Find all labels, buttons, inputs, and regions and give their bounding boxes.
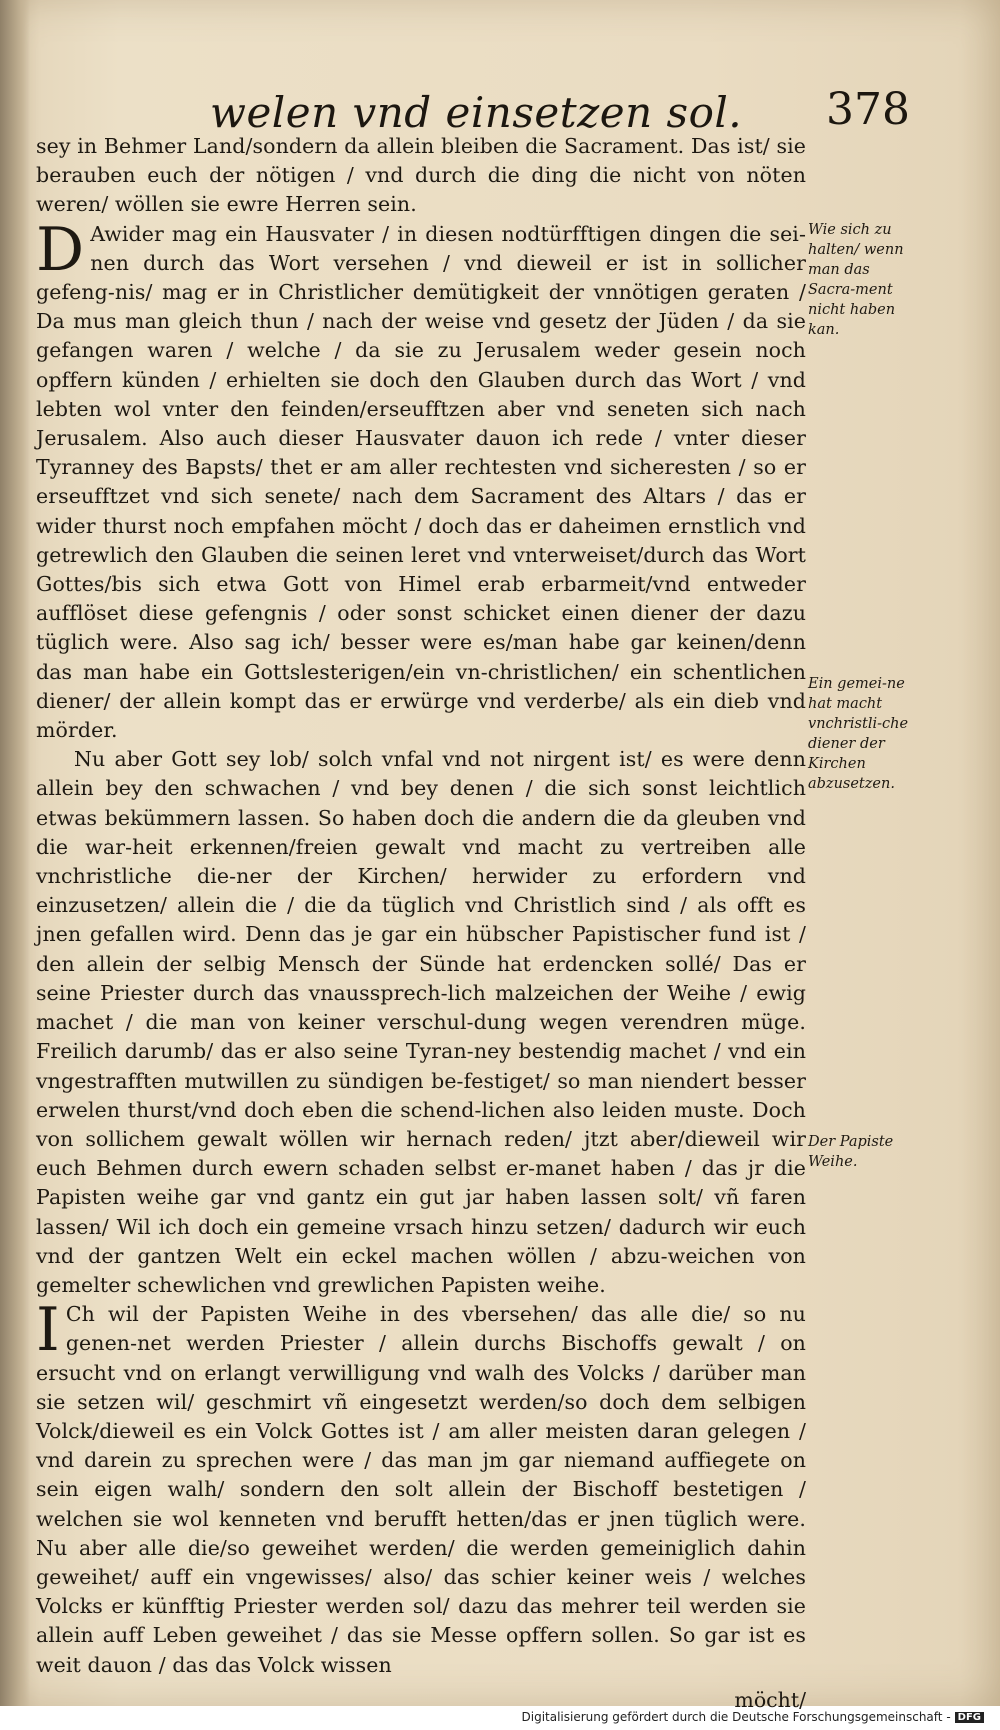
digitization-credit — [522, 1710, 985, 1724]
dropcap-d: D — [36, 214, 85, 285]
marginal-note-2-text: Ein gemei-ne hat macht vnchristli-che diener der Kirchen abzusetzen. — [808, 676, 909, 792]
paragraph-2-text: Awider mag ein Hausvater / in diesen nodtürfftigen dingen die sei-nen durch das Wort versehen / vnd dieweil er ist in sollicher gefeng-nis/ mag er in Christlicher demütigkeit der vnnötigen geraten / Da mus man gleich thun / nach der weise vnd gesetz der Jüden / da sie gefangen waren / welche / da sie zu Jerusalem weder gesein noch opffern künden / erhielten sie doch den Glauben durch das Wort / vnd lebten wol vnter den feinden/erseufftzen aber vnd seneten sich nach Jerusalem. Also auch dieser Hausvater dauon ich rede / vnter dieser Tyranney des Bapsts/ thet er am aller rechtesten vnd sicheresten / so er erseufftzet vnd sich senete/ nach dem Sacrament des Altars / das er wider thurst noch empfahen möcht / doch das er daheimen ernstlich vnd getrewlich den Glauben die seinen leret vnd vnterweiset/durch das Wort Gottes/bis sich etwa Gott von Himel erab erbarmeit/vnd entweder aufflöset diese gefengnis / oder sonst schicket einen diener der dazu tüglich were. Also sag ich/ besser were es/man habe gar keinen/denn das man habe ein Gottslesterigen/ein vn-christlichen/ ein schentlichen diener/ der allein kompt das er erwürge vnd verderbe/ als ein dieb vnd mörder. — [36, 221, 806, 743]
marginal-note-3 — [808, 1132, 912, 1172]
paragraph-2 — [36, 214, 806, 746]
paragraph-1 — [36, 132, 806, 220]
paragraph-4 — [36, 1295, 806, 1680]
adjacent-page-bleed — [2, 600, 28, 1300]
page-header — [210, 78, 910, 138]
marginal-note-1 — [808, 220, 912, 340]
running-title: welen vnd einsetzen sol. — [210, 88, 743, 137]
paragraph-4-text: Ch wil der Papisten Weihe in des vbersehen/ das alle die/ so nu genen-net werden Priester / allein durchs Bischoffs gewalt / on ersucht vnd on erlangt verwilligung vnd walh des Volcks / darüber man sie setzen wil/ geschmirt vñ eingesetzt werden/so doch dem selbigen Volck/dieweil es ein Volck Gottes ist / am aller meisten daran gelegen / vnd darein zu sprechen were / das man jm gar niemand auffiegete on sein eigen walh/ sondern den solt allein der Bischoff bestetigen / welchen sie wol kenneten vnd berufft hetten/das er jnen tüglich were. Nu aber alle die/so geweihet werden/ die werden gemeiniglich dahin geweihet/ auff ein vngewisses/ also/ das schier keiner weis / welches Volcks er künfftig Priester werden sol/ dazu das mehrer teil werden sie allein auff Leben geweihet / das sie Messe opffern sollen. So gar ist es weit dauon / das das Volck wissen — [36, 1302, 806, 1677]
dropcap-i: I — [36, 1295, 60, 1366]
paragraph-3 — [36, 745, 806, 1300]
catchword: möcht/ — [734, 1687, 806, 1712]
marginal-note-3-text: Der Papiste Weihe. — [808, 1134, 894, 1170]
page-number: 378 — [826, 84, 910, 135]
dfg-logo: DFG — [955, 1712, 984, 1723]
marginal-note-1-text: Wie sich zu halten/ wenn man das Sacra-ment nicht haben kan. — [808, 222, 904, 338]
paragraph-1-text: sey in Behmer Land/sondern da allein bleiben die Sacrament. Das ist/ sie berauben euch der nötigen / vnd durch die ding die nicht von nöten weren/ wöllen sie ewre Herren sein. — [36, 134, 806, 217]
marginal-note-2 — [808, 674, 912, 794]
credit-text: Digitalisierung gefördert durch die Deutsche Forschungsgemeinschaft - — [521, 1710, 951, 1724]
paragraph-3-text: Nu aber Gott sey lob/ solch vnfal vnd not nirgent ist/ es were denn allein bey den schwachen / vnd bey denen / die sich sonst leichtlich etwas bekümmern lassen. So haben doch die andern die da gleuben vnd die war-heit erkennen/freien gewalt vnd macht zu vertreiben alle vnchristliche die-ner der Kirchen/ herwider zu erfordern vnd einzusetzen/ allein die / die da tüglich vnd Christlich sind / als offt es jnen gefallen wird. Denn das je gar ein hübscher Papistischer fund ist / den allein der selbig Mensch der Sünde hat erdencken sollé/ Das er seine Priester durch das vnaussprech-lich malzeichen der Weihe / ewig machet / die man von keiner verschul-dung wegen verendren müge. Freilich darumb/ das er also seine Tyran-ney bestendig machet / vnd ein vngestrafften mutwillen zu sündigen be-festiget/ so man niendert besser erwelen thurst/vnd doch eben die schend-lichen also leiden muste. Doch von sollichem gewalt wöllen wir hernach reden/ jtzt aber/dieweil wir euch Behmen durch ewern schaden selbst er-manet haben / das jr die Papisten weihe gar vnd gantz ein gut jar haben lassen solt/ vñ faren lassen/ Wil ich doch ein gemeine vrsach hinzu setzen/ dadurch wir euch vnd der gantzen Welt ein eckel machen wöllen / abzu-weichen von gemelter schewlichen vnd grewlichen Papisten weihe. — [36, 747, 806, 1297]
body-text — [36, 132, 806, 1712]
